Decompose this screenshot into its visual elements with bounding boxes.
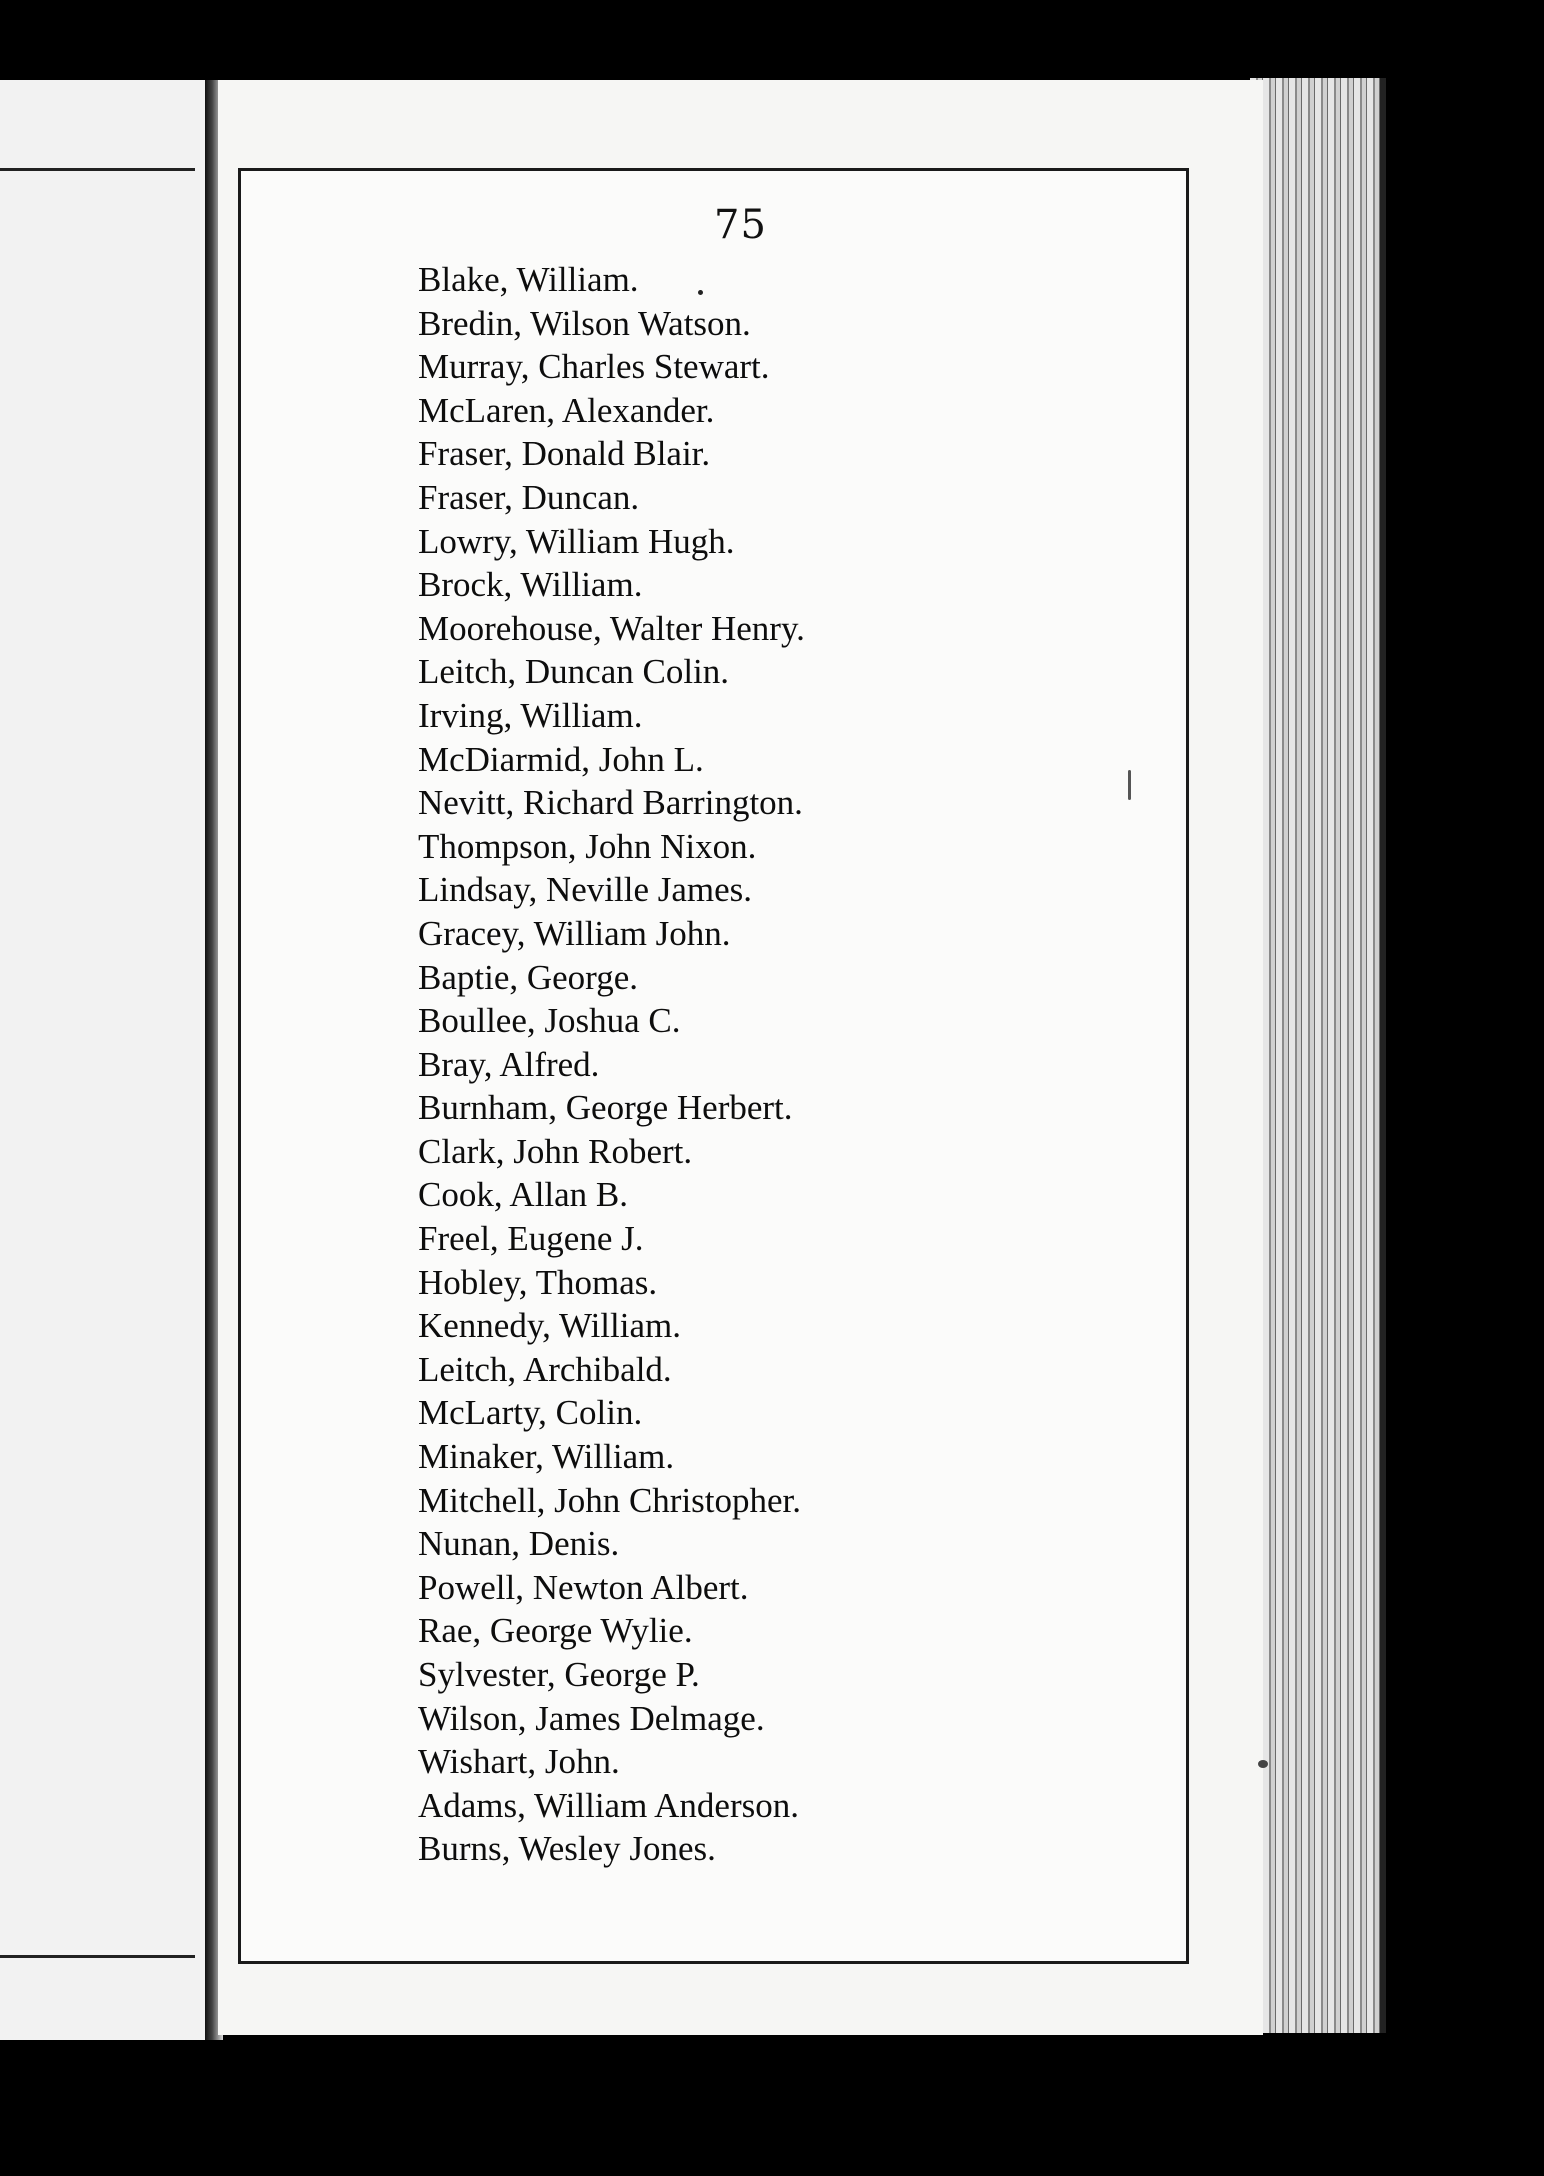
list-item: Wishart, John. [418,1742,620,1782]
list-item: Nevitt, Richard Barrington. [418,783,803,823]
list-item: Murray, Charles Stewart. [418,347,770,387]
list-item: Baptie, George. [418,957,638,997]
list-item: Leitch, Duncan Colin. [418,652,730,692]
list-item: Hobley, Thomas. [418,1262,658,1302]
list-item: Mitchell, John Christopher. [418,1480,802,1520]
list-item: Bray, Alfred. [418,1044,600,1084]
scan-speck [1258,1760,1268,1768]
left-page-bottom-rule [0,1955,195,1958]
list-item: Moorehouse, Walter Henry. [418,608,805,648]
list-item: Adams, William Anderson. [418,1785,799,1825]
page-number: 75 [714,202,767,248]
left-page-top-rule [0,168,195,171]
list-item: Cook, Allan B. [418,1175,629,1215]
list-item: McLarty, Colin. [418,1393,643,1433]
list-item: Lindsay, Neville James. [418,870,753,910]
list-item: Gracey, William John. [418,913,731,953]
list-item: Fraser, Donald Blair. [418,434,711,474]
list-item: Irving, William. [418,695,643,735]
list-item: Clark, John Robert. [418,1131,693,1171]
list-item: Thompson, John Nixon. [418,826,757,866]
scan-speck [698,290,703,295]
list-item: Rae, George Wylie. [418,1611,693,1651]
left-facing-page [0,80,213,2040]
scan-speck [1128,770,1131,800]
book-page [218,80,1263,2035]
list-item: Kennedy, William. [418,1306,681,1346]
list-item: Blake, William. [418,260,639,299]
list-item: Minaker, William. [418,1437,675,1477]
list-item: Lowry, William Hugh. [418,521,735,561]
page-edges [1250,78,1386,2033]
name-list [418,258,805,1871]
list-item: Powell, Newton Albert. [418,1567,749,1607]
list-item: Freel, Eugene J. [418,1219,644,1259]
list-item: McDiarmid, John L. [418,739,704,779]
list-item: Nunan, Denis. [418,1524,620,1564]
list-item: Leitch, Archibald. [418,1349,672,1389]
list-item: McLaren, Alexander. [418,390,715,430]
list-item: Boullee, Joshua C. [418,1001,681,1041]
list-item: Bredin, Wilson Watson. [418,303,751,343]
list-item: Burns, Wesley Jones. [418,1829,716,1869]
list-item: Burnham, George Herbert. [418,1088,793,1128]
list-item: Brock, William. [418,565,643,605]
list-item: Sylvester, George P. [418,1655,700,1694]
list-item: Fraser, Duncan. [418,477,640,517]
list-item: Wilson, James Delmage. [418,1698,765,1738]
